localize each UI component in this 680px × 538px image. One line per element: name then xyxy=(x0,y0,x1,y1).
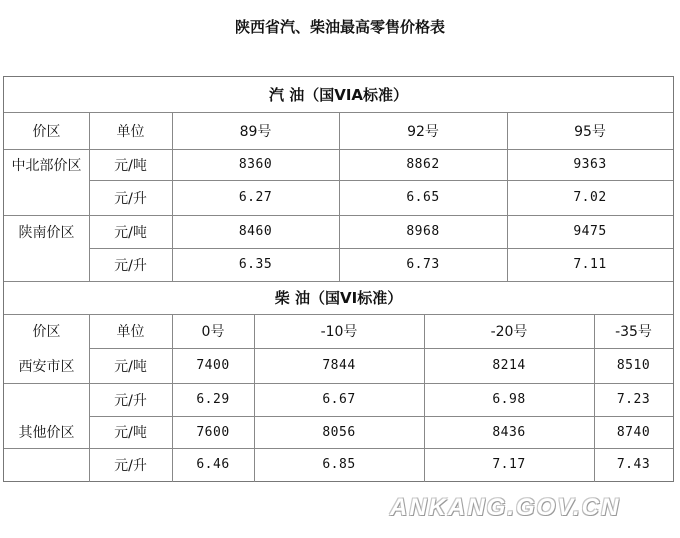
column-header-95: 95号 xyxy=(574,123,606,140)
column-header-minus10: -10号 xyxy=(320,324,358,340)
price-cell: 9475 xyxy=(573,224,607,239)
price-cell: 7.02 xyxy=(573,190,607,205)
price-cell: 8968 xyxy=(406,224,440,239)
region-label: 中北部价区 xyxy=(11,157,82,174)
price-cell: 6.98 xyxy=(492,392,526,407)
region-label: 陕南价区 xyxy=(18,224,75,241)
price-cell: 6.85 xyxy=(322,457,356,472)
column-header-minus20: -20号 xyxy=(490,324,528,340)
price-cell: 6.29 xyxy=(196,392,230,407)
price-cell: 7.23 xyxy=(616,392,651,407)
price-cell: 8214 xyxy=(492,358,526,373)
price-cell: 6.67 xyxy=(322,392,356,407)
price-cell: 8056 xyxy=(322,424,356,440)
price-cell: 6.27 xyxy=(238,190,273,205)
price-cell: 8460 xyxy=(238,224,273,239)
price-cell: 7844 xyxy=(322,358,356,373)
unit-label: 元/升 xyxy=(114,257,147,274)
price-cell: 8862 xyxy=(406,157,440,172)
price-cell: 8510 xyxy=(616,358,651,373)
price-cell: 8360 xyxy=(238,157,273,172)
column-header-89: 89号 xyxy=(239,123,272,140)
price-cell: 7400 xyxy=(196,358,230,373)
price-cell: 6.65 xyxy=(406,190,440,205)
column-header-minus35: -35号 xyxy=(615,324,652,340)
region-label: 其他价区 xyxy=(18,425,75,441)
column-header-92: 92号 xyxy=(407,123,439,140)
price-cell: 6.35 xyxy=(238,257,273,272)
price-cell: 6.73 xyxy=(406,257,440,272)
unit-label: 元/升 xyxy=(114,392,147,409)
price-cell: 8740 xyxy=(616,424,651,440)
price-cell: 6.46 xyxy=(196,457,230,472)
unit-label: 元/吨 xyxy=(114,425,147,441)
column-header-unit: 单位 xyxy=(116,324,145,340)
gasoline-section-header: 汽 油（国VIA标准） xyxy=(268,86,409,104)
site-watermark: ANKANG.GOV.CN xyxy=(390,494,621,521)
price-cell: 8436 xyxy=(492,424,526,440)
price-cell: 9363 xyxy=(573,157,607,172)
column-header-region: 价区 xyxy=(32,123,61,140)
page-title: 陕西省汽、柴油最高零售价格表 xyxy=(234,18,445,36)
column-header-region: 价区 xyxy=(32,324,61,340)
unit-label: 元/吨 xyxy=(114,157,147,174)
price-cell: 7.43 xyxy=(616,457,651,472)
unit-label: 元/升 xyxy=(114,457,147,474)
price-table xyxy=(3,76,674,482)
price-cell: 7.11 xyxy=(573,257,607,272)
unit-label: 元/升 xyxy=(114,190,147,207)
price-cell: 7.17 xyxy=(492,457,526,472)
region-label: 西安市区 xyxy=(18,358,75,375)
price-cell: 7600 xyxy=(196,424,230,440)
column-header-unit: 单位 xyxy=(116,123,145,140)
unit-label: 元/吨 xyxy=(114,358,147,375)
column-header-0: 0号 xyxy=(201,324,225,340)
diesel-section-header: 柴 油（国VI标准） xyxy=(274,289,403,307)
unit-label: 元/吨 xyxy=(114,224,147,241)
